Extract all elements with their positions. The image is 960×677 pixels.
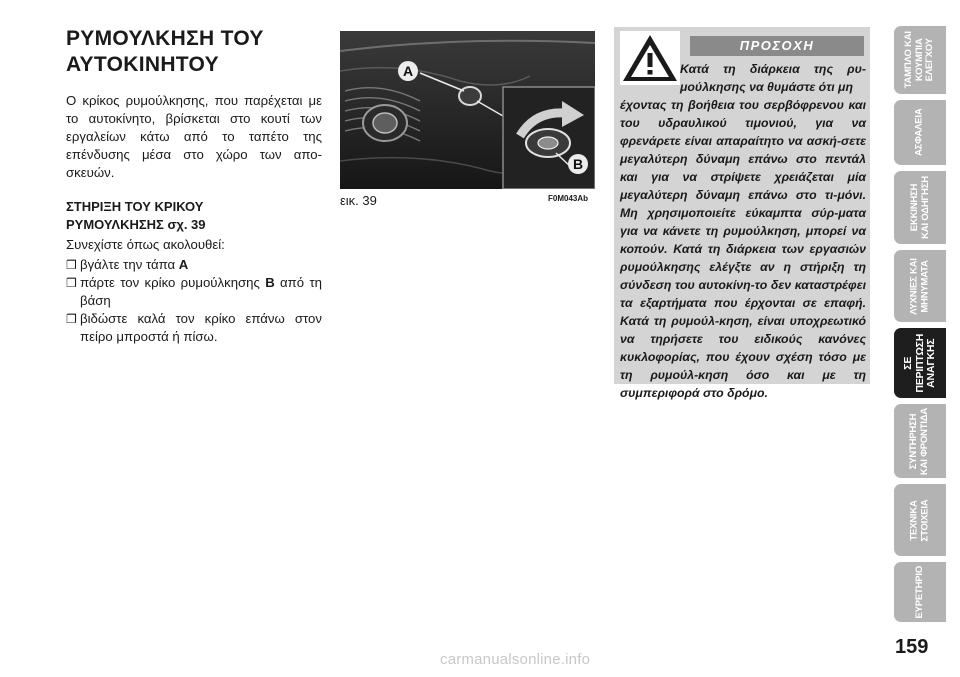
checkbox-bullet-icon: ❒	[66, 312, 77, 326]
label-b: B	[572, 156, 584, 172]
page-title-line-2: ΑΥΤΟΚΙΝΗΤΟΥ	[66, 53, 219, 76]
warning-box	[614, 27, 870, 400]
tab-label: ΛΥΧΝΙΕΣ ΚΑΙ ΜΗΝΥΜΑΤΑ	[908, 257, 931, 315]
intro-paragraph: Ο κρίκος ρυμούλκησης, που παρέχεται με το αυτοκίνητο, βρίσκεται στο κουτί των εργαλείων κάτω από το ταπέτο της επένδυσης μέσα στο χώρο των απο-σκευών.	[66, 93, 322, 180]
continue-text: Συνεχίστε όπως ακολουθεί:	[66, 237, 225, 252]
step-ref-label: A	[178, 257, 189, 272]
section-title-line-2: ΡΥΜΟΥΛΚΗΣΗΣ σχ. 39	[66, 217, 206, 232]
tab-label: ΕΥΡΕΤΗΡΙΟ	[913, 565, 925, 619]
step-item	[66, 274, 322, 310]
section-title-line-1: ΣΤΗΡΙΞΗ ΤΟΥ ΚΡΙΚΟΥ	[66, 199, 204, 214]
warning-text-intro: Κατά τη διάρκεια της ρυ-μούλκησης να θυμάστε ότι μη	[680, 62, 866, 94]
steps-list	[66, 256, 322, 346]
tab-label: ΣΕ ΠΕΡΙΠΤΩΣΗ ΑΝΑΓΚΗΣ	[901, 333, 937, 393]
page-title-line-1: ΡΥΜΟΥΛΚΗΣΗ ΤΟΥ	[66, 27, 264, 50]
section-title	[66, 198, 322, 234]
main-text-column	[66, 26, 322, 346]
tab-label: ΤΑΜΠΛΟ ΚΑΙ ΚΟΥΜΠΙΑ ΕΛΕΓΧΟΥ	[903, 31, 936, 89]
figure-code: F0M043Ab	[548, 194, 589, 203]
warning-triangle-icon	[620, 31, 680, 85]
warning-heading: ΠΡΟΣΟΧΗ	[690, 36, 864, 56]
step-text: βιδώστε καλά τον κρίκο επάνω στον πείρο μπροστά ή πίσω.	[80, 311, 322, 344]
tab-label: ΑΣΦΑΛΕΙΑ	[913, 108, 925, 157]
checkbox-bullet-icon: ❒	[66, 258, 77, 272]
tab-safety[interactable]	[894, 100, 946, 165]
tab-maintenance-care[interactable]	[894, 404, 946, 478]
tab-technical-data[interactable]	[894, 484, 946, 556]
watermark-text: carmanualsonline.info	[440, 651, 591, 668]
tow-hook-illustration	[340, 31, 595, 189]
step-item	[66, 310, 322, 346]
warning-text-body: έχοντας τη βοήθεια του σερβόφρενου και του υδραυλικού τιμονιού, για να φρενάρετε είναι απαραίτητο να ασκή-σετε μεγαλύτερη δύναμη επάνω στο πεντάλ και για να στρίψετε χρειάζεται μία μεγαλύτερη δύναμη επάνω στο τι-μόνι. Μη χρησιμοποιείτε εύκαμπτα σύρ-ματα για να κάνετε τη ρυμούλκηση, μπορεί να κοπούν. Κατά τη διάρκεια των εργασιών ρυμούλκησης ελέγξτε αν η στήριξη τη σύνδεση του αυτοκίνη-το δεν καταστρέφει τα εξαρτήματα που έρχονται σε επαφή. Κατά τη ρυμούλ-κηση, είναι υποχρεωτικό να τηρήσετε του ειδικούς κανόνες κυκλοφορίας, που έχουν σχέση τόσο με τη ρυμούλ-κηση όσο και με τη συμπεριφορά στο δρόμο.	[620, 98, 866, 400]
figure-caption: εικ. 39	[340, 193, 377, 208]
tab-label: ΕΚΚΙΝΗΣΗ ΚΑΙ ΟΔΗΓΗΣΗ	[908, 176, 931, 239]
tab-label: ΤΕΧΝΙΚΑ ΣΤΟΙΧΕΙΑ	[908, 499, 930, 541]
label-a: A	[402, 63, 414, 79]
chapter-tabs	[894, 26, 946, 628]
step-ref-label: B	[265, 275, 275, 290]
tab-label: ΣΥΝΤΗΡΗΣΗ ΚΑΙ ΦΡΟΝΤΙΔΑ	[908, 407, 930, 475]
tab-starting-driving[interactable]	[894, 171, 946, 244]
tab-warning-lights-messages[interactable]	[894, 250, 946, 322]
page-number: 159	[895, 636, 929, 658]
step-text-after: από τη βάση	[80, 275, 322, 308]
tab-in-emergency[interactable]	[894, 328, 946, 398]
page-title	[66, 26, 322, 78]
tab-dashboard-controls[interactable]	[894, 26, 946, 94]
tab-index[interactable]	[894, 562, 946, 622]
step-text: πάρτε τον κρίκο ρυμούλκησης	[80, 275, 266, 290]
step-item	[66, 256, 322, 274]
figure-39-illustration	[340, 31, 595, 189]
checkbox-bullet-icon: ❒	[66, 276, 77, 290]
step-text: βγάλτε την τάπα	[80, 257, 179, 272]
